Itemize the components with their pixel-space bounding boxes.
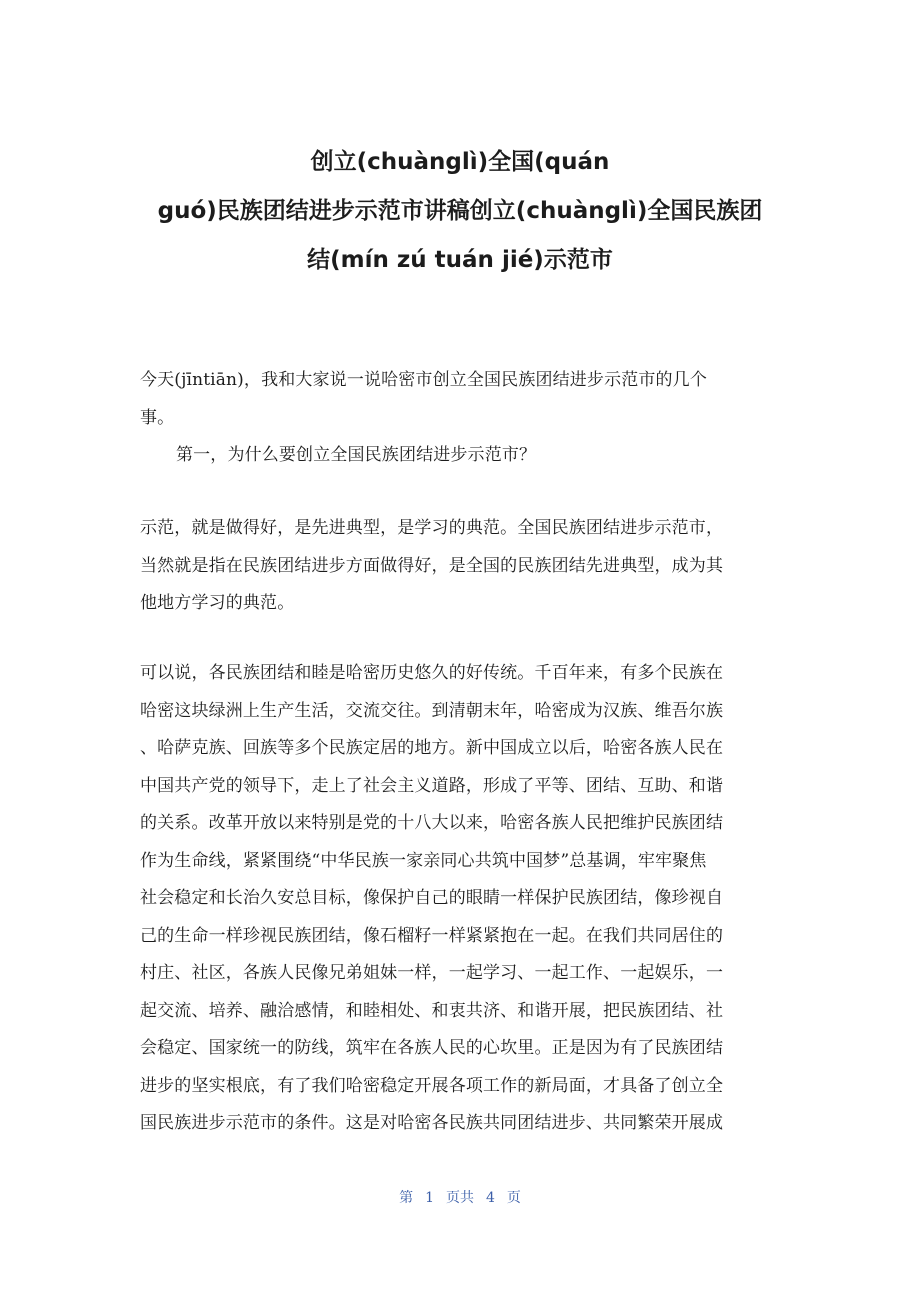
title-line: guó)民族团结进步示范市讲稿创立(chuànglì)全国民族团 xyxy=(157,198,763,224)
text-line: 社会稳定和长治久安总目标，像保护自己的眼睛一样保护民族团结，像珍视自 xyxy=(140,888,724,908)
title-line: 创立(chuànglì)全国(quán xyxy=(310,149,610,175)
page-number: 1 xyxy=(425,1190,434,1206)
text-line: 村庄、社区，各族人民像兄弟姐妹一样，一起学习、一起工作、一起娱乐，一 xyxy=(140,963,724,983)
page-word: 第 xyxy=(399,1190,414,1206)
of-word: 页共 xyxy=(446,1190,474,1206)
document-title xyxy=(130,138,790,285)
text-line: 作为生命线，紧紧围绕“中华民族一家亲同心共筑中国梦”总基调，牢牢聚焦 xyxy=(140,850,707,871)
text-line: 中国共产党的领导下，走上了社会主义道路，形成了平等、团结、互助、和谐 xyxy=(140,775,724,796)
text-line: 事。 xyxy=(140,407,175,428)
text-line: 己的生命一样珍视民族团结，像石榴籽一样紧紧抱在一起。在我们共同居住的 xyxy=(140,925,724,946)
title-line: 结(mín zú tuán jié)示范市 xyxy=(307,247,613,273)
text-line: 的关系。改革开放以来特别是党的十八大以来，哈密各族人民把维护民族团结 xyxy=(140,813,724,833)
text-line: 他地方学习的典范。 xyxy=(140,593,295,613)
page-suffix: 页 xyxy=(506,1190,521,1206)
paragraph-question xyxy=(140,437,780,475)
paragraph-history xyxy=(140,655,780,1143)
text-line: 起交流、培养、融洽感情，和睦相处、和衷共济、和谐开展，把民族团结、社 xyxy=(140,1000,724,1021)
text-line: 进步的坚实根底，有了我们哈密稳定开展各项工作的新局面，才具备了创立全 xyxy=(140,1075,724,1096)
text-line: 示范，就是做得好，是先进典型，是学习的典范。全国民族团结进步示范市， xyxy=(140,518,724,538)
text-line: 当然就是指在民族团结进步方面做得好，是全国的民族团结先进典型，成为其 xyxy=(140,555,724,576)
total-pages: 4 xyxy=(486,1190,495,1206)
text-line: 可以说，各民族团结和睦是哈密历史悠久的好传统。千百年来，有多个民族在 xyxy=(140,663,724,683)
text-line: 会稳定、国家统一的防线，筑牢在各族人民的心坎里。正是因为有了民族团结 xyxy=(140,1038,724,1058)
section-heading: 第一，为什么要创立全国民族团结进步示范市？ xyxy=(176,445,537,465)
paragraph-definition xyxy=(140,510,780,623)
page-indicator xyxy=(0,1187,920,1207)
paragraph-intro xyxy=(140,362,780,437)
text-line: 哈密这块绿洲上生产生活，交流交往。到清朝末年，哈密成为汉族、维吾尔族 xyxy=(140,700,724,721)
text-line: 今天(jīntiān)，我和大家说一说哈密市创立全国民族团结进步示范市的几个 xyxy=(140,370,707,390)
text-line: 国民族进步示范市的条件。这是对哈密各民族共同团结进步、共同繁荣开展成 xyxy=(140,1113,724,1133)
text-line: 、哈萨克族、回族等多个民族定居的地方。新中国成立以后，哈密各族人民在 xyxy=(140,738,724,758)
